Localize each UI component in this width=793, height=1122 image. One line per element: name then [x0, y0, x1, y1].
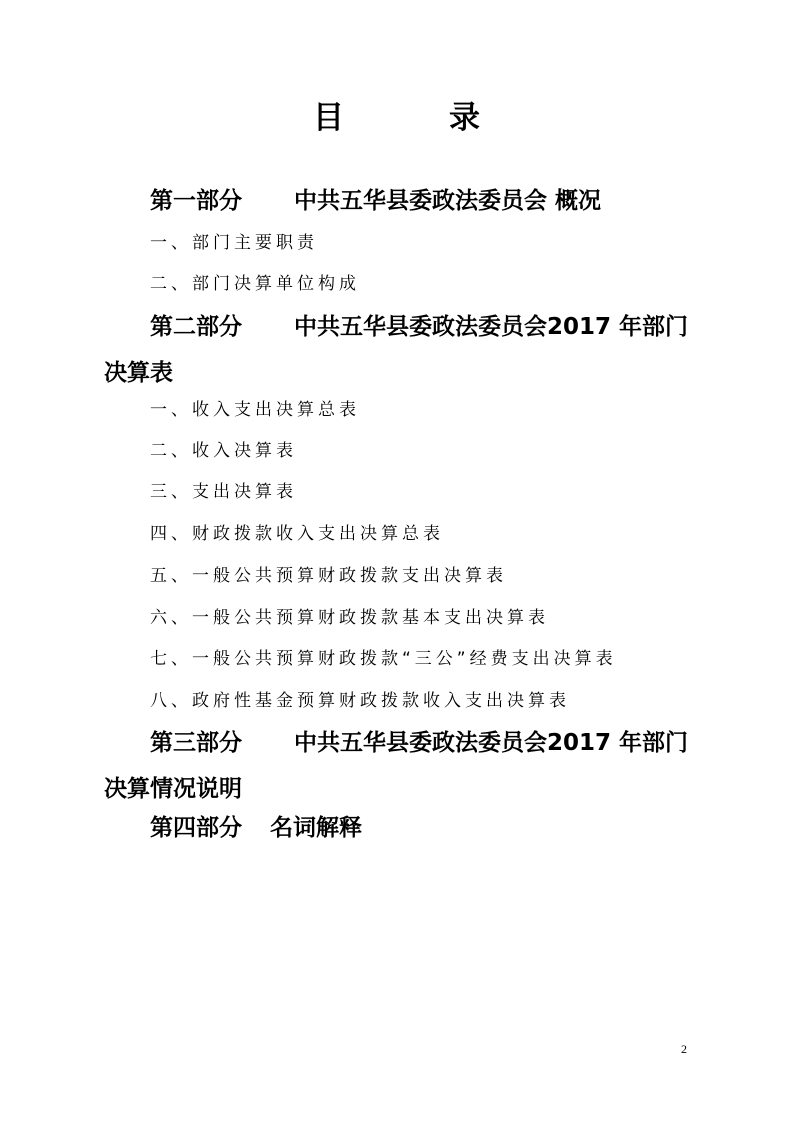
part-text: 中共五华县委政法委员会2017 年部门决算情况说明 — [104, 730, 689, 802]
toc-part-4[interactable] — [104, 805, 694, 851]
toc-item[interactable]: 一、部门主要职责 — [150, 233, 318, 253]
toc-part-1[interactable] — [104, 178, 694, 224]
toc-item[interactable]: 二、收入决算表 — [150, 441, 297, 461]
toc-item[interactable]: 一、收入支出决算总表 — [150, 400, 360, 420]
toc-item[interactable]: 三、支出决算表 — [150, 482, 297, 502]
toc-item[interactable]: 四、财政拨款收入支出决算总表 — [150, 524, 444, 544]
part-text: 中共五华县委政法委员会2017 年部门决算表 — [104, 314, 689, 386]
toc-part-3[interactable] — [104, 720, 694, 812]
part-label: 第一部分 — [150, 188, 242, 214]
page-title — [0, 98, 793, 138]
part-label: 第三部分 — [150, 730, 242, 756]
part-text: 中共五华县委政法委员会 概况 — [294, 188, 602, 214]
page-number: 2 — [681, 1042, 687, 1056]
title-char-2: 录 — [449, 100, 480, 136]
part-label: 第二部分 — [150, 314, 242, 340]
toc-item[interactable]: 六、一般公共预算财政拨款基本支出决算表 — [150, 608, 549, 628]
part-label: 第四部分 — [150, 815, 242, 841]
toc-part-2[interactable] — [104, 304, 694, 396]
toc-item[interactable]: 二、部门决算单位构成 — [150, 274, 360, 294]
part-text: 名词解释 — [270, 815, 362, 841]
title-char-1: 目 — [313, 100, 344, 136]
toc-item[interactable]: 八、政府性基金预算财政拨款收入支出决算表 — [150, 691, 570, 711]
toc-item[interactable]: 五、一般公共预算财政拨款支出决算表 — [150, 566, 507, 586]
toc-item[interactable]: 七、一般公共预算财政拨款“三公”经费支出决算表 — [150, 649, 617, 669]
